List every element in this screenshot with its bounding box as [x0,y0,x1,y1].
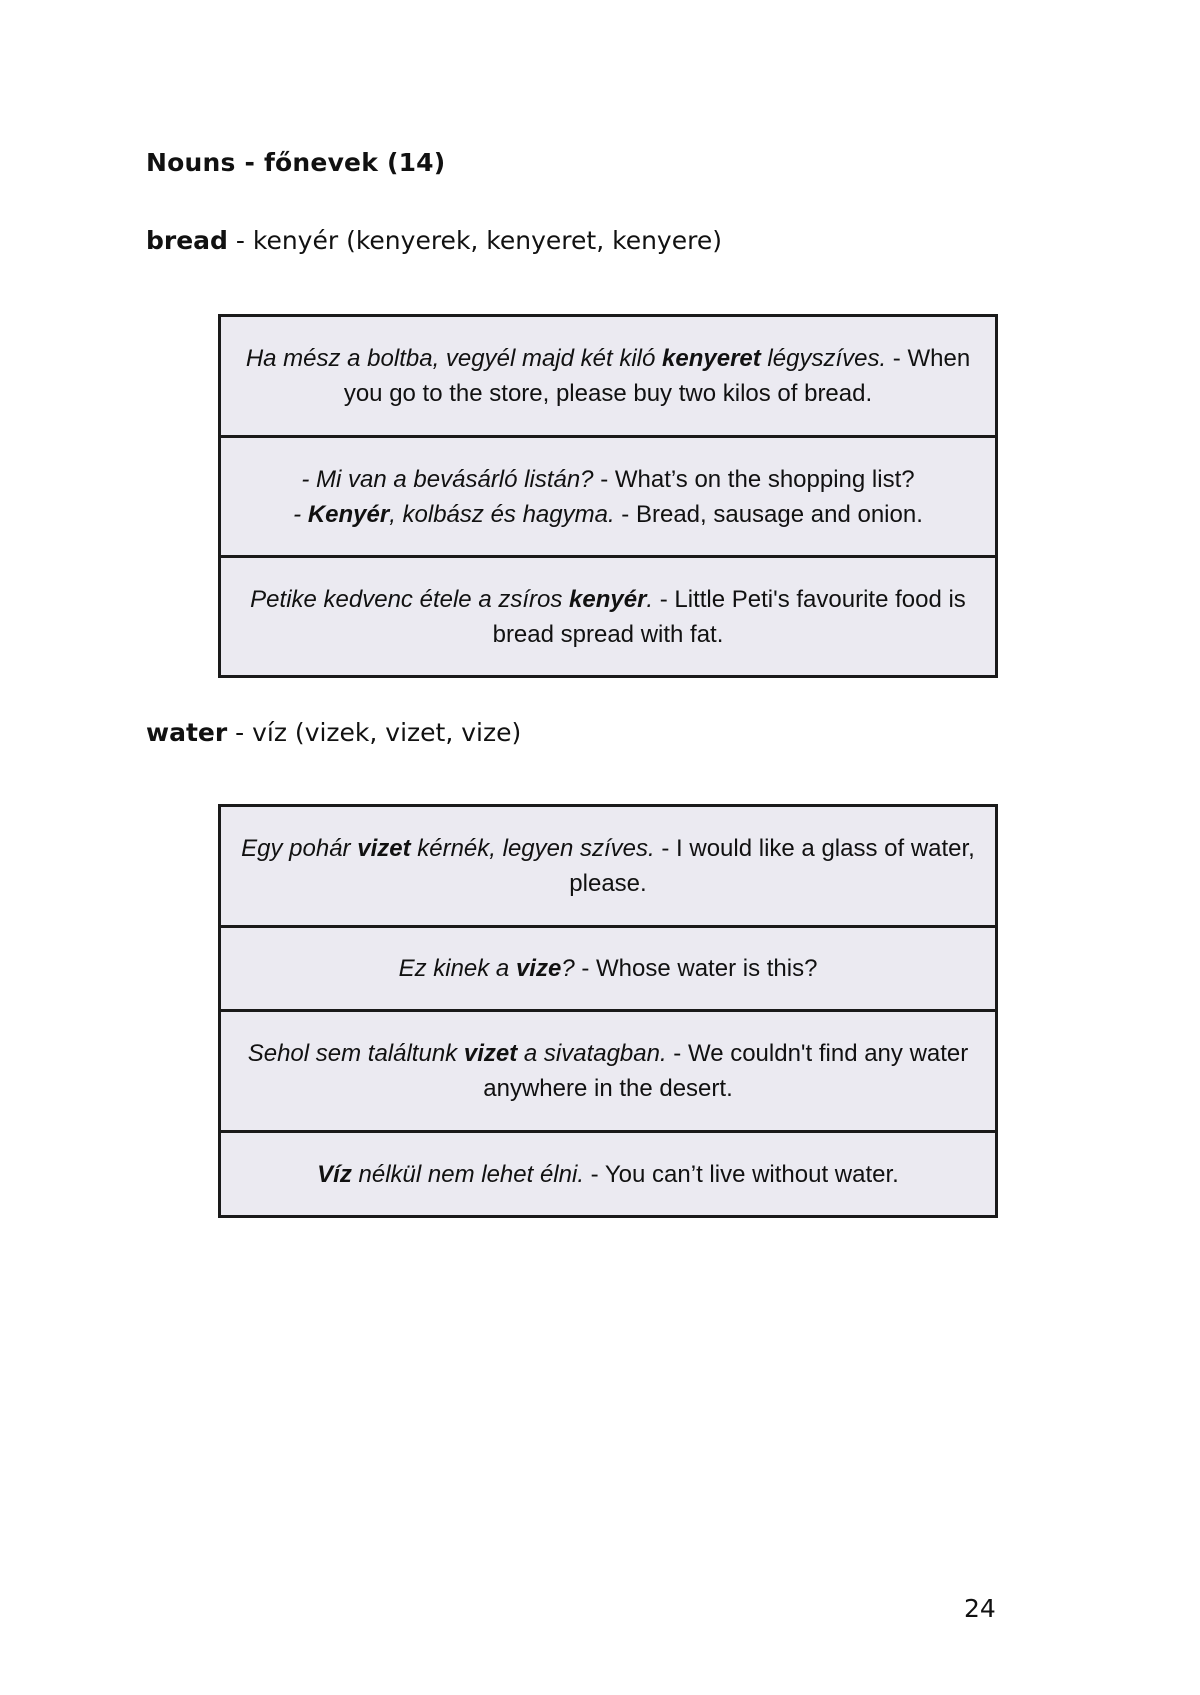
english-translation: - I would like a glass of water, please. [569,835,975,897]
hungarian-text: kérnék, legyen szíves. [410,835,655,862]
example-row [221,317,995,438]
entry-english-word: water [146,718,228,747]
examples-table-bread [218,314,998,678]
english-translation: - When you go to the store, please buy two kilos of bread. [343,345,971,407]
entry-title-water [146,718,521,748]
highlighted-word: vize [515,955,562,982]
entry-hungarian-forms: - víz (vizek, vizet, vize) [235,718,522,747]
hungarian-text: ? [561,955,575,982]
hungarian-text: , kolbász és hagyma. [389,500,615,528]
hungarian-text: Ez kinek a [398,955,516,982]
highlighted-word: Kenyér [307,500,390,528]
example-sentence [239,1036,977,1106]
hungarian-text: légyszíves. [760,345,887,372]
hungarian-text: Sehol sem találtunk [247,1040,464,1067]
example-row [221,1012,995,1133]
hungarian-text: - Mi van a bevásárló listán? [301,465,594,493]
highlighted-word: kenyér [569,585,647,613]
hungarian-text: Petike kedvenc étele a zsíros [250,585,570,613]
example-row [221,558,995,675]
entry-english-word: bread [146,226,228,255]
example-row [221,807,995,928]
example-sentence [239,341,977,411]
example-sentence [293,462,923,532]
hungarian-text: nélkül nem lehet élni. [351,1160,584,1188]
hungarian-text: - [293,500,308,528]
section-heading: Nouns - főnevek (14) [146,148,446,177]
english-translation: - You can’t live without water. [583,1160,899,1188]
hungarian-text: Ha mész a boltba, vegyél majd két kiló [245,345,663,372]
entry-title-bread [146,226,722,256]
page-number: 24 [964,1594,996,1623]
english-translation: - What’s on the shopping list? [593,465,915,493]
example-sentence [239,831,977,901]
example-sentence [317,1157,899,1192]
hungarian-text: a sivatagban. [517,1040,667,1067]
english-translation: - Little Peti's favourite food is bread spread with fat. [492,585,966,648]
highlighted-word: vizet [463,1040,518,1067]
example-row [221,438,995,558]
example-row [221,1133,995,1215]
english-translation: - We couldn't find any water anywhere in the desert. [483,1040,969,1102]
highlighted-word: vizet [357,835,411,862]
example-sentence [239,582,977,652]
highlighted-word: Víz [317,1160,352,1188]
english-translation: - Whose water is this? [574,955,818,982]
english-translation: - Bread, sausage and onion. [614,500,923,528]
highlighted-word: kenyeret [662,345,761,372]
hungarian-text: Egy pohár [241,835,358,862]
hungarian-text: . [646,585,654,613]
example-sentence [399,951,818,986]
entry-hungarian-forms: - kenyér (kenyerek, kenyeret, kenyere) [235,226,722,255]
example-row [221,928,995,1012]
examples-table-water [218,804,998,1218]
